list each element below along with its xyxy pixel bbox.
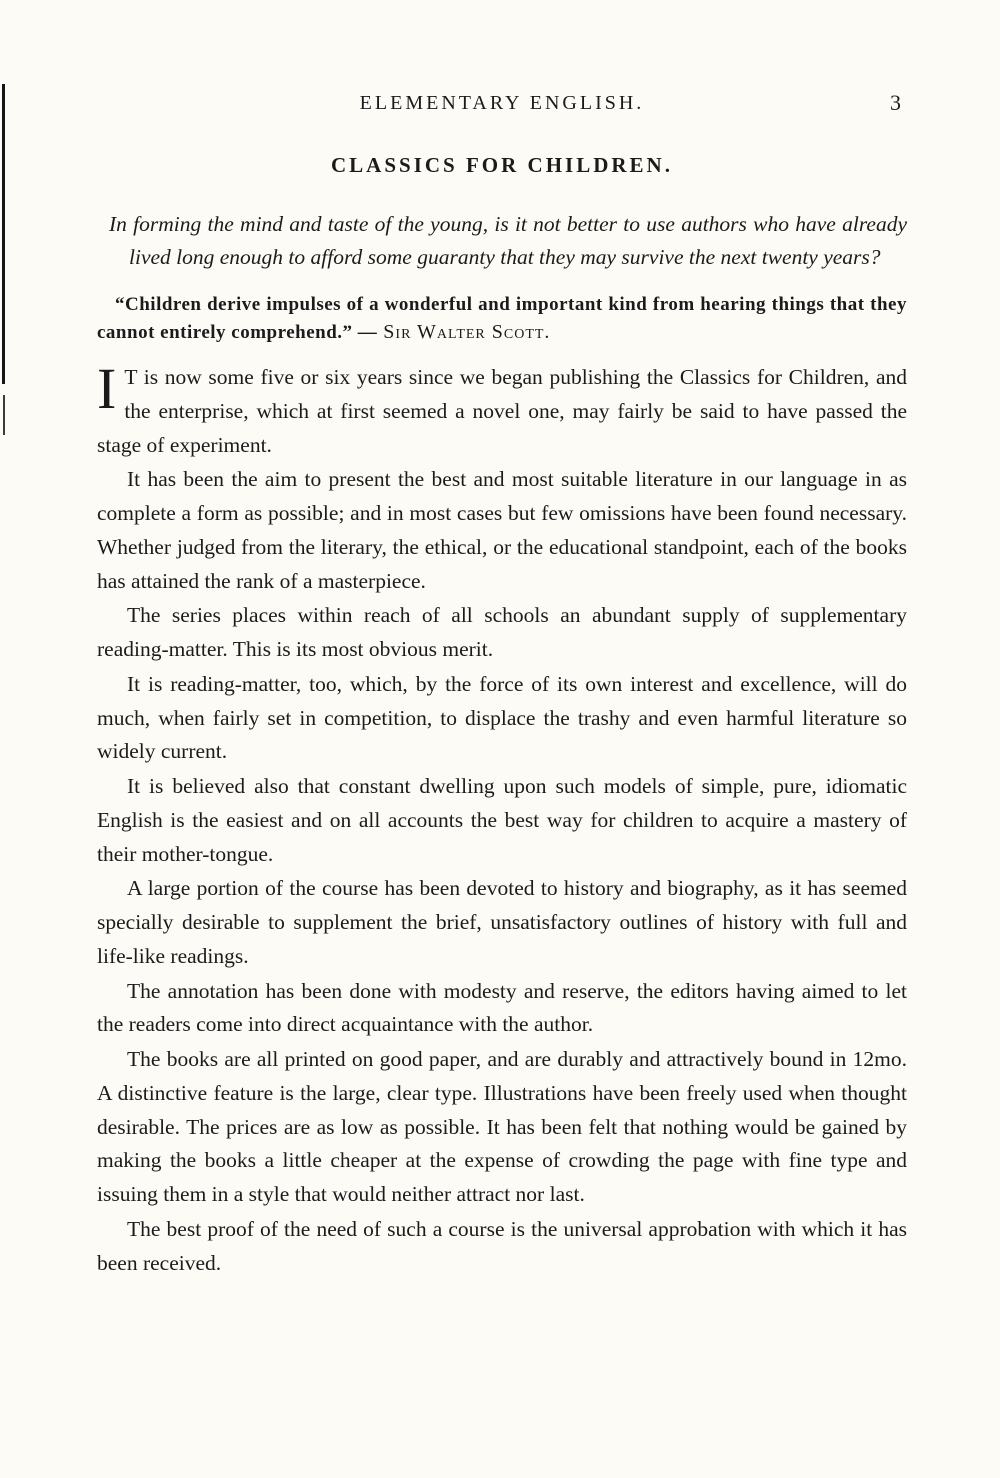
paragraph: It has been the aim to present the best and most suitable literature in our language in as complete a form as possible; and in most cases but few omissions have been found necessary. Whether judged from the literary, the ethical, or the educational standpoint, each of the books has attained the rank of a masterpiece. — [97, 467, 907, 593]
paragraph-text: T is now some five or six years since we began publishing the Classics for Children, and the enterprise, which at first seemed a novel one, may fairly be said to have passed the stage of experiment. — [97, 365, 907, 457]
page-content — [97, 92, 907, 1281]
scott-quote — [97, 291, 907, 348]
body-text — [97, 356, 907, 1280]
running-head-title: ELEMENTARY ENGLISH. — [359, 92, 645, 114]
scan-artifact-line — [2, 84, 5, 384]
paragraph: The series places within reach of all schools an abundant supply of supplementary reading-matter. This is its most obvious merit. — [97, 603, 907, 662]
paragraph: The annotation has been done with modesty and reserve, the editors having aimed to let the readers come into direct acquaintance with the author. — [97, 978, 907, 1037]
page-number: 3 — [890, 90, 901, 115]
paragraph: It is believed also that constant dwelling upon such models of simple, pure, idiomatic English is the easiest and on all accounts the best way for children to acquire a mastery of their mother-tongue. — [97, 774, 907, 866]
paragraph — [97, 356, 907, 462]
paragraph: A large portion of the course has been devoted to history and biography, as it has seemed specially desirable to supplement the brief, unsatisfactory outlines of history with full and life-like readings. — [97, 876, 907, 968]
dropcap-letter: I — [97, 356, 117, 422]
quote-text: “Children derive impulses of a wonderful and important kind from hearing things that they cannot entirely comprehend.” — — [97, 293, 907, 344]
paragraph: The best proof of the need of such a course is the universal approbation with which it has been received. — [97, 1216, 907, 1275]
chapter-title: CLASSICS FOR CHILDREN. — [331, 153, 673, 177]
epigraph: In forming the mind and taste of the young, is it not better to use authors who have already lived long enough to afford some guaranty that they may survive the next twenty years? — [109, 212, 907, 270]
scan-artifact-tick — [3, 395, 5, 435]
paragraph: It is reading-matter, too, which, by the force of its own interest and excellence, will do much, when fairly set in competition, to displace the trashy and even harmful literature so widely current. — [97, 671, 907, 764]
running-head — [97, 92, 907, 115]
paragraph: The books are all printed on good paper, and are durably and attractively bound in 12mo. A distinctive feature is the large, clear type. Illustrations have been freely used when thought desirable. The prices are as low as possible. It has been felt that nothing would be gained by making the books a little cheaper at the expense of crowding the page with fine type and issuing them in a style that would neither attract nor last. — [97, 1047, 907, 1207]
quote-attribution: Sir Walter Scott. — [377, 321, 551, 344]
